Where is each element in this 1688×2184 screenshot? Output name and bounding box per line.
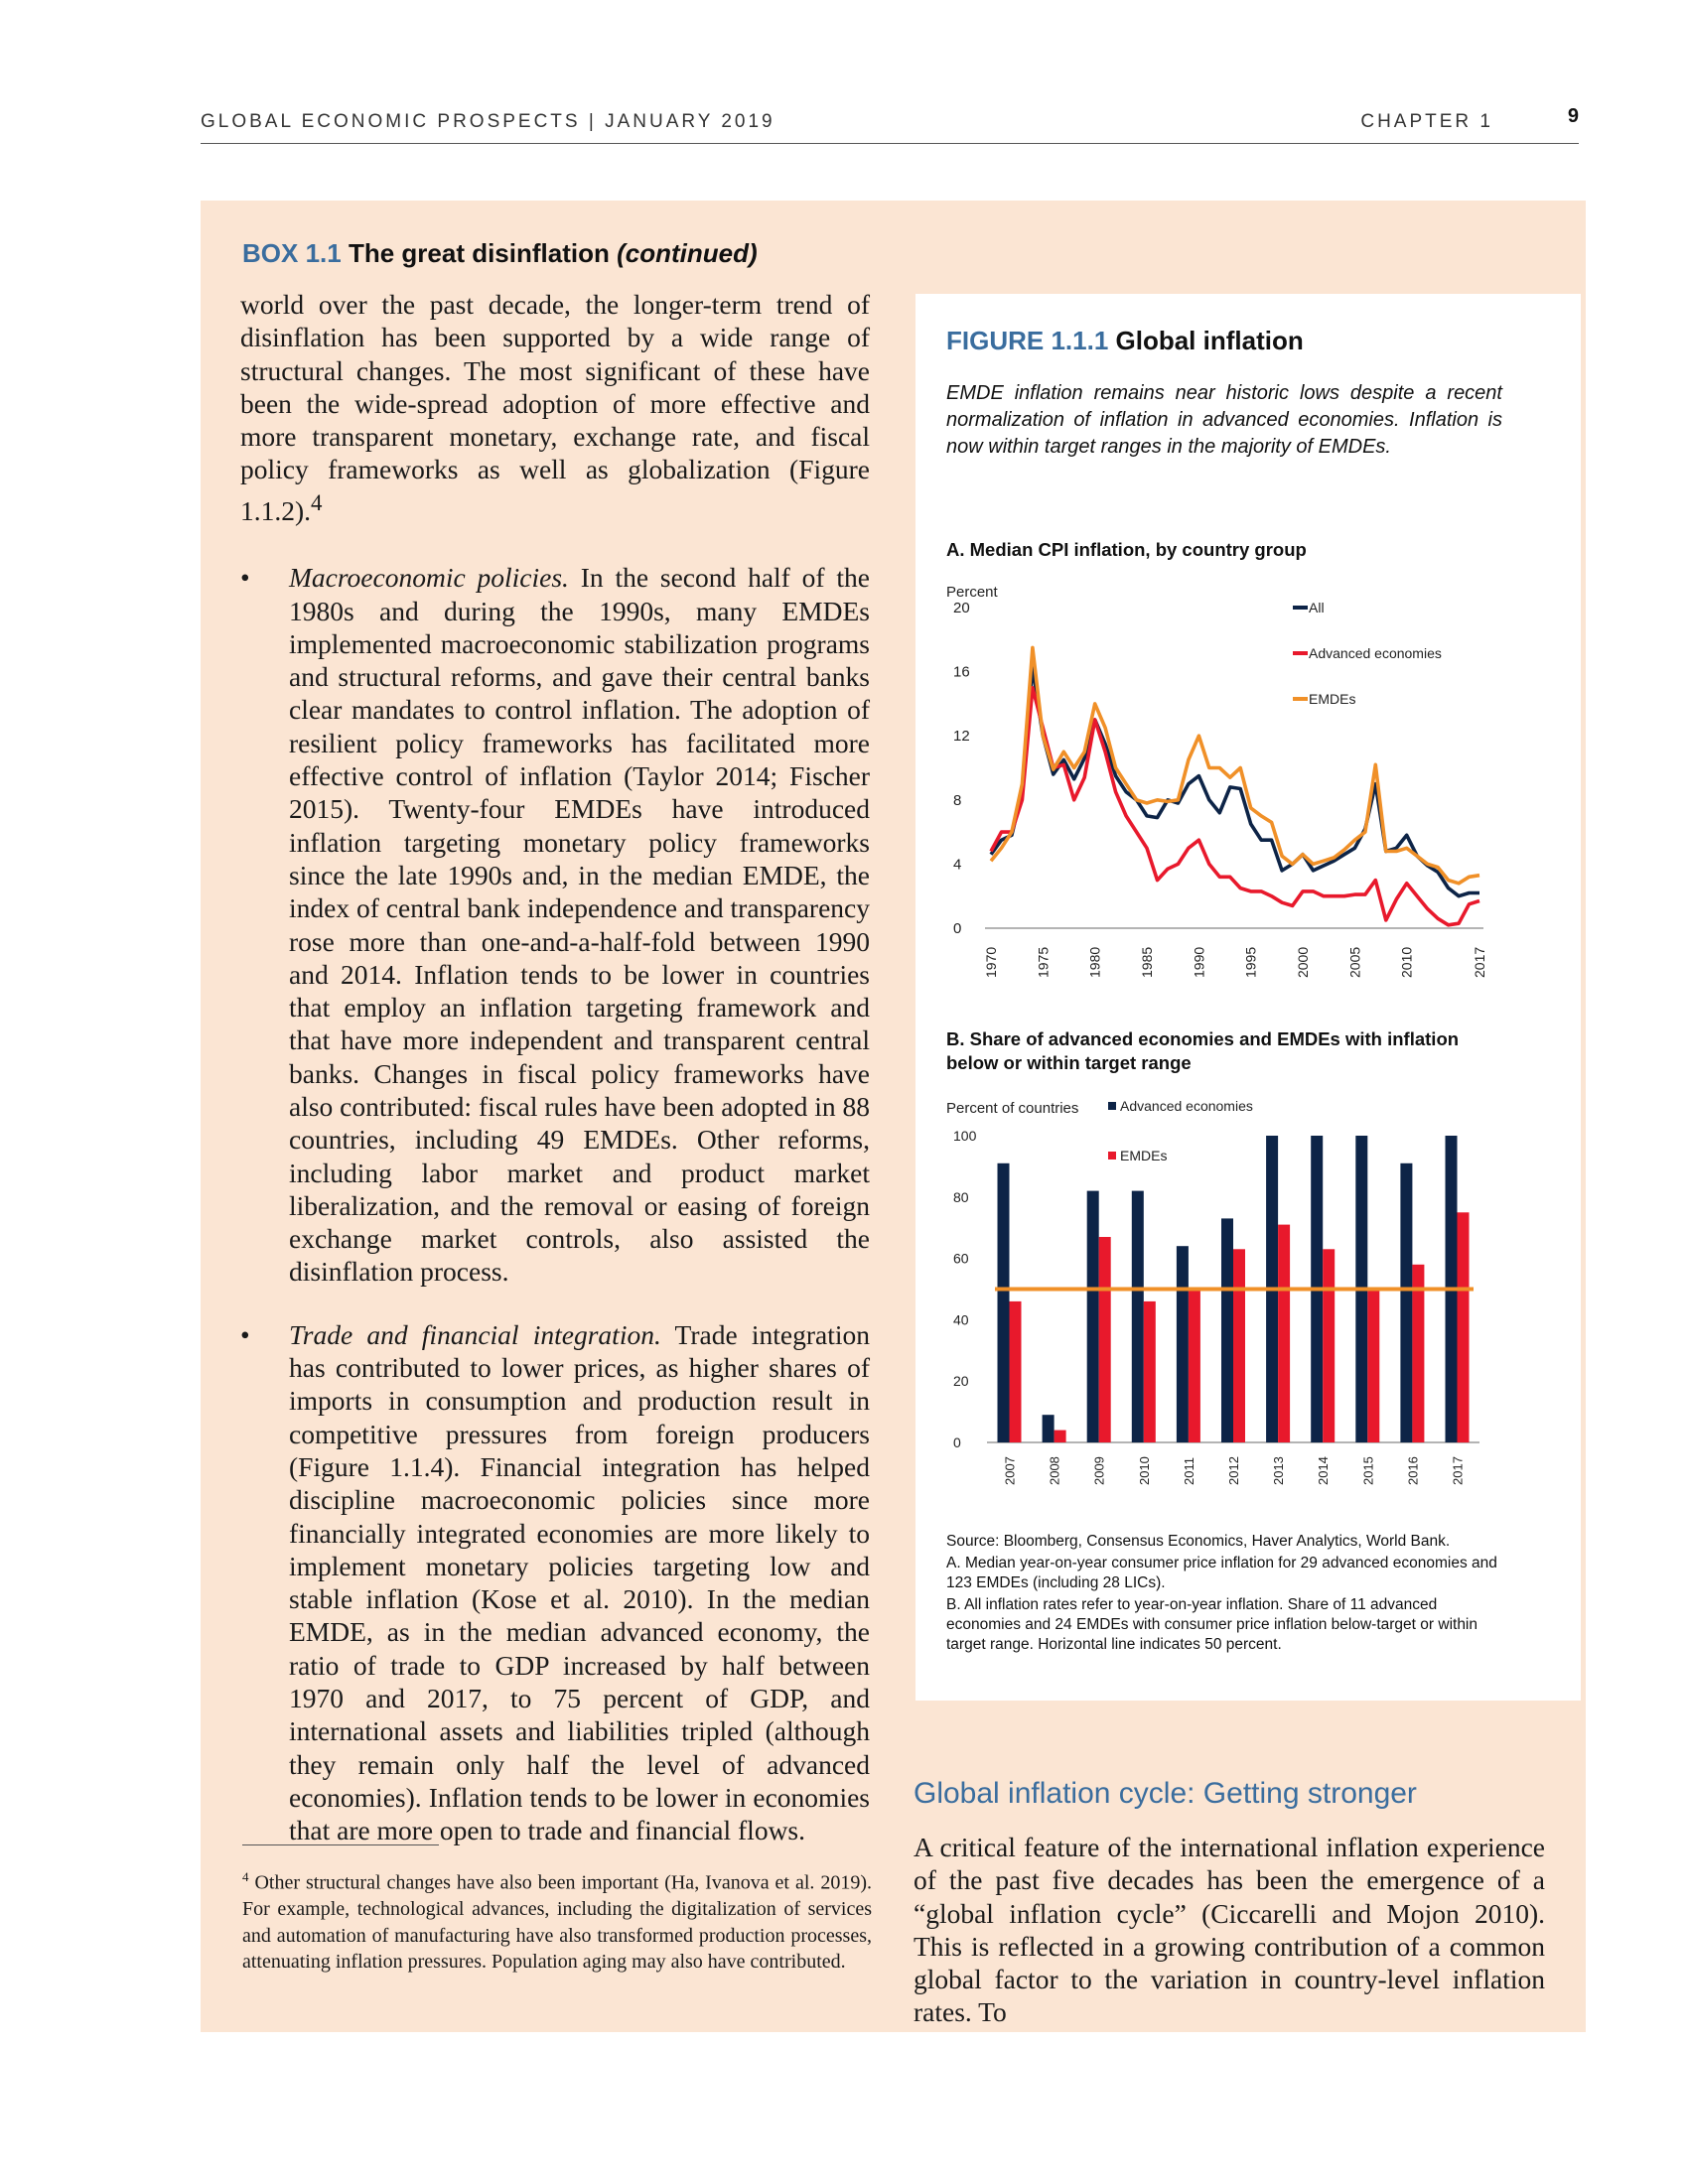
- panel-a-title: A. Median CPI inflation, by country group: [946, 539, 1307, 560]
- y-tick-label: 16: [953, 663, 970, 681]
- y-tick-label: 80: [953, 1188, 969, 1205]
- intro-text: world over the past decade, the longer-term trend of disinflation has been supported by a wide range of structural changes. The most significant of these have been the wide-spread adoption of more effective and more transparent monetary, exchange rate, and fiscal policy frameworks as well as globalization (Figure 1.1.2).: [240, 289, 870, 526]
- left-column: [240, 288, 870, 1847]
- bar-emde-2007: [1010, 1301, 1022, 1442]
- bar-chart-share-in-target: [943, 1090, 1509, 1507]
- y-tick-label: 20: [953, 600, 970, 616]
- page-number: 9: [1567, 105, 1579, 127]
- bar-advanced-2009: [1087, 1191, 1099, 1442]
- bar-emde-2009: [1099, 1237, 1111, 1442]
- section-title: Global inflation cycle: Getting stronger: [914, 1777, 1417, 1810]
- x-tick-label: 1970: [983, 946, 999, 978]
- x-tick-label: 2005: [1346, 946, 1363, 978]
- publication-title: GLOBAL ECONOMIC PROSPECTS | JANUARY 2019: [201, 111, 775, 132]
- series-line-all: [991, 667, 1479, 896]
- x-tick-label: 2000: [1295, 946, 1312, 978]
- bar-emde-2012: [1233, 1249, 1245, 1442]
- footnote-text: Other structural changes have also been important (Ha, Ivanova et al. 2019). For example, technological advances, including the digitalization of services and automation of manufacturing have also transformed production processes, attenuating inflation pressures. Population aging may also have contributed.: [242, 1871, 872, 1974]
- box-number: BOX 1.1: [242, 238, 342, 268]
- x-tick-label: 2010: [1398, 946, 1415, 978]
- bar-emde-2011: [1189, 1290, 1200, 1443]
- footnote-ref: 4: [311, 489, 323, 515]
- x-tick-label: 1995: [1242, 946, 1259, 978]
- figure-subtitle: EMDE inflation remains near historic lows despite a recent normalization of inflation in advanced economies. Inflation is now within target ranges in the majority of EMDEs.: [946, 382, 1502, 458]
- footnote: [242, 1864, 872, 1976]
- bar-advanced-2010: [1132, 1191, 1144, 1442]
- x-tick-label: 2009: [1091, 1456, 1107, 1485]
- x-tick-label: 2007: [1002, 1456, 1018, 1485]
- x-tick-label: 2011: [1181, 1457, 1196, 1485]
- x-tick-label: 2017: [1472, 946, 1487, 978]
- y-tick-label: 20: [953, 1373, 969, 1390]
- bar-advanced-2011: [1177, 1246, 1189, 1442]
- x-tick-label: 2012: [1226, 1456, 1241, 1485]
- x-tick-label: 2016: [1405, 1456, 1421, 1485]
- x-tick-label: 2014: [1316, 1456, 1332, 1485]
- bar-emde-2016: [1412, 1265, 1424, 1442]
- x-tick-label: 1975: [1035, 946, 1052, 978]
- right-column: [914, 1831, 1545, 2029]
- y-axis-label: Percent: [946, 584, 998, 601]
- bar-emde-2017: [1458, 1212, 1470, 1442]
- bullet-dot: •: [240, 562, 250, 594]
- bar-advanced-2016: [1400, 1163, 1412, 1442]
- y-tick-label: 60: [953, 1250, 969, 1267]
- legend-label: Advanced economies: [1120, 1098, 1253, 1114]
- figure-source: Source: Bloomberg, Consensus Economics, Haver Analytics, World Bank.: [946, 1533, 1451, 1550]
- y-tick-label: 8: [953, 791, 962, 809]
- bar-advanced-2012: [1221, 1218, 1233, 1442]
- y-tick-label: 40: [953, 1311, 969, 1328]
- bullet-lead: Trade and financial integration.: [289, 1318, 661, 1350]
- footnote-rule: [242, 1844, 439, 1845]
- line-chart-median-cpi: [943, 576, 1509, 993]
- box-title-text: The great disinflation: [348, 238, 610, 268]
- bullet-lead: Macroeconomic policies.: [289, 562, 569, 594]
- figure-title-text: Global inflation: [1115, 326, 1304, 355]
- y-axis-label: Percent of countries: [946, 1100, 1079, 1117]
- y-tick-label: 0: [953, 920, 962, 937]
- bullet-text: In the second half of the 1980s and during the 1990s, many EMDEs implemented macroeconomic stabilization programs and structural reforms, and gave their central banks clear mandates to control inflation. The adoption of resilient policy frameworks has facilitated more effective control of inflation (Taylor 2014; Fischer 2015). Twenty-four EMDEs have introduced inflation targeting monetary policy frameworks since the late 1990s and, in the median EMDE, the index of central bank independence and transparency rose more than one-and-a-half-fold between 1990 and 2014. Inflation tends to be lower in countries that employ an inflation targeting framework and that have more independent and transparent central banks. Changes in fiscal policy frameworks have also contributed: fiscal rules have been adopted in 88 countries, including 49 EMDEs. Other reforms, including labor market and product market liberalization, and the removal or easing of foreign exchange market controls, also assisted the disinflation process.: [289, 562, 870, 1288]
- legend-label: EMDEs: [1309, 691, 1356, 707]
- x-tick-label: 1980: [1086, 946, 1103, 978]
- right-paragraph: A critical feature of the international inflation experience of the past five decades has been the emergence of a “global inflation cycle” (Ciccarelli and Mojon 2010). This is reflected in a growing contribution of a common global factor to the variation in country-level inflation rates. To: [914, 1832, 1545, 2028]
- bar-emde-2014: [1323, 1249, 1335, 1442]
- x-tick-label: 2008: [1047, 1456, 1062, 1485]
- y-tick-label: 0: [953, 1434, 961, 1450]
- figure-note-b: B. All inflation rates refer to year-on-year inflation. Share of 11 advanced economies and 24 EMDEs with consumer price inflation below-target or within target range. Horizontal line indicates 50 percent.: [946, 1596, 1477, 1653]
- x-tick-label: 1990: [1191, 946, 1207, 978]
- figure-notes: [946, 1532, 1502, 1657]
- bar-emde-2008: [1055, 1431, 1066, 1442]
- bullet-text: Trade integration has contributed to lower prices, as higher shares of imports in consumption and production result in competitive pressures from foreign producers (Figure 1.1.4). Financial integration has helped discipline macroeconomic policies since more financially integrated economies are more likely to implement monetary policies targeting low and stable inflation (Kose et al. 2010). In the median EMDE, as in the median advanced economy, the ratio of trade to GDP increased by half between 1970 and 2017, to 75 percent of GDP, and international assets and liabilities tripled (although they remain only half the level of advanced economies). Inflation tends to be lower in economies that are more open to trade and financial flows.: [289, 1318, 870, 1846]
- bar-emde-2015: [1367, 1290, 1379, 1443]
- x-tick-label: 2010: [1136, 1456, 1152, 1485]
- chapter-label: CHAPTER 1: [1360, 111, 1493, 132]
- bar-emde-2013: [1278, 1225, 1290, 1442]
- figure-note-a: A. Median year-on-year consumer price inflation for 29 advanced economies and 123 EMDEs (including 28 LICs).: [946, 1555, 1497, 1591]
- bar-emde-2010: [1144, 1301, 1156, 1442]
- bullet-trade-financial: [240, 1318, 870, 1847]
- bullet-macro-policies: [240, 561, 870, 1289]
- legend-label: EMDEs: [1120, 1148, 1168, 1163]
- y-tick-label: 100: [953, 1128, 977, 1144]
- footnote-mark: 4: [242, 1869, 249, 1884]
- x-tick-label: 2017: [1450, 1456, 1466, 1485]
- y-tick-label: 4: [953, 856, 962, 874]
- box-title: [242, 238, 758, 269]
- bar-advanced-2007: [998, 1163, 1010, 1442]
- running-header: [201, 107, 1579, 144]
- x-tick-label: 1985: [1139, 946, 1156, 978]
- legend-swatch: [1108, 1152, 1116, 1160]
- legend-label: All: [1309, 600, 1325, 615]
- figure-title: [946, 326, 1304, 356]
- bullet-dot: •: [240, 1318, 250, 1350]
- legend-swatch: [1108, 1102, 1116, 1110]
- x-tick-label: 2015: [1360, 1456, 1376, 1485]
- x-tick-label: 2013: [1271, 1456, 1287, 1485]
- figure-number: FIGURE 1.1.1: [946, 326, 1109, 355]
- bar-advanced-2008: [1043, 1415, 1055, 1442]
- box-continued: (continued): [617, 238, 758, 268]
- panel-b-title: B. Share of advanced economies and EMDEs with inflation below or within target range: [946, 1028, 1460, 1073]
- series-line-advanced-economies: [991, 688, 1479, 925]
- legend-label: Advanced economies: [1309, 645, 1442, 661]
- intro-paragraph: [240, 288, 870, 527]
- y-tick-label: 12: [953, 728, 970, 746]
